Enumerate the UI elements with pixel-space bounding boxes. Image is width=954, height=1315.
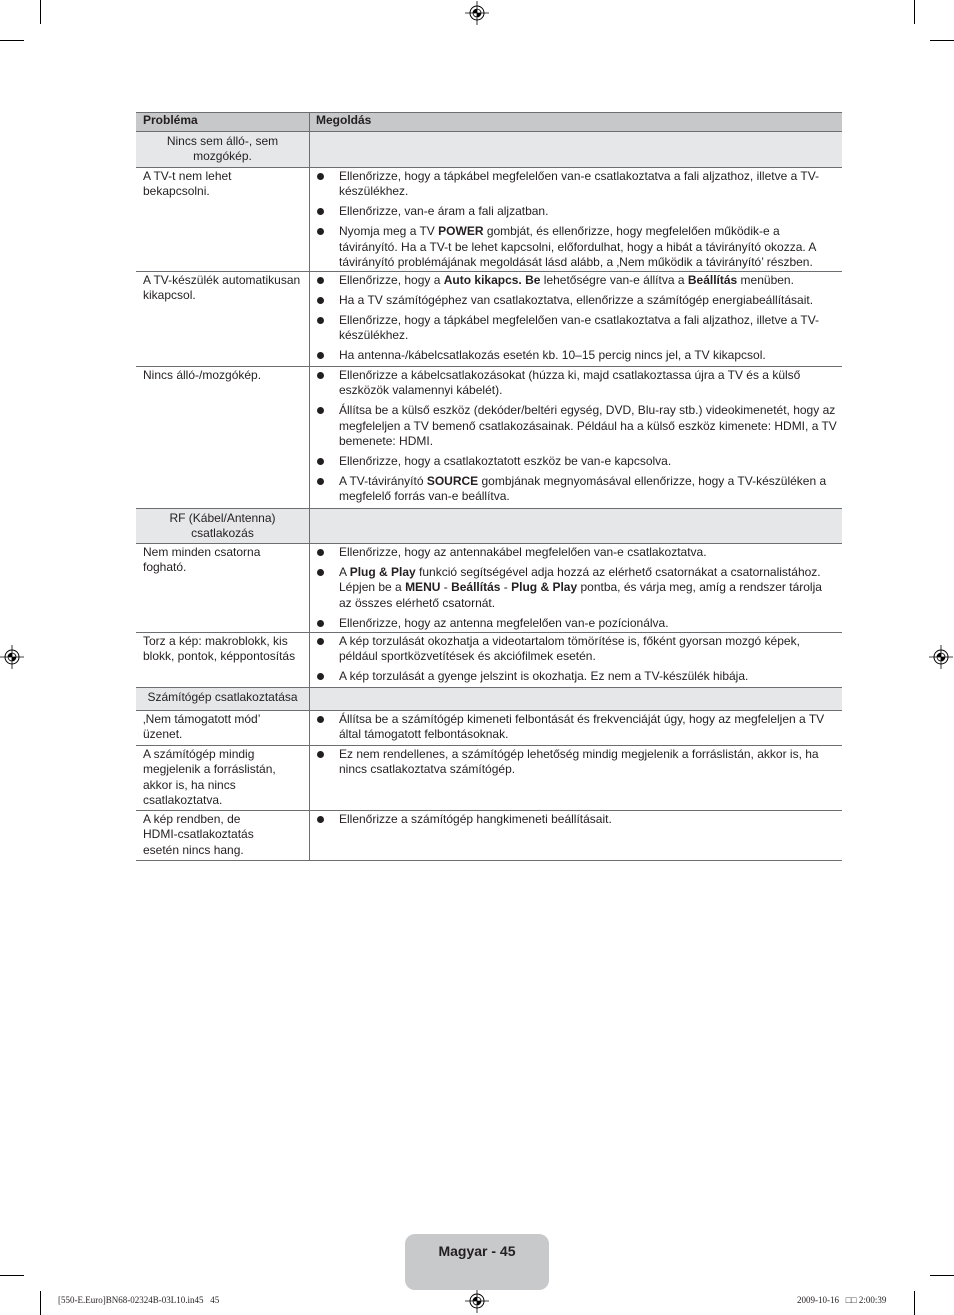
solution-text: funkció segítségével adja hozzá az elérhető csatornákat a csatornalistához. Lépjen be a <box>339 564 821 595</box>
solution-item <box>339 712 837 743</box>
section-title: Nincs sem álló-, sem mozgókép. <box>136 132 310 167</box>
solution-text: Ellenőrizze a számítógép hangkimeneti beállításait. <box>339 812 612 826</box>
crop-mark <box>0 1275 24 1276</box>
header-problem-label: Probléma <box>136 113 310 131</box>
solution-text: A kép torzulását okozhatja a videotartalom tömörítése is, főként gyorsan mozgó képek, például sportközvetítések és akciófilmek esetén. <box>339 634 800 664</box>
solution-item <box>339 224 837 270</box>
problem-text: Nem minden csatorna fogható. <box>136 544 310 632</box>
bullet-icon <box>317 478 324 485</box>
problem-text: A TV-t nem lehet bekapcsolni. <box>136 168 310 271</box>
solution-item <box>339 669 837 684</box>
registration-mark-icon <box>465 1289 489 1313</box>
solution-text: Ellenőrizze, hogy az antenna megfelelően van-e pozícionálva. <box>339 615 669 630</box>
bullet-icon <box>317 228 324 235</box>
bullet-icon <box>317 569 324 576</box>
bullet-icon <box>317 458 324 465</box>
solution-text: Ellenőrizze, hogy a <box>339 273 444 287</box>
table-row <box>136 367 842 509</box>
section-title: RF (Kábel/Antenna) csatlakozás <box>136 509 310 543</box>
bullet-icon <box>317 751 324 758</box>
solution-cell <box>310 509 842 543</box>
bold-term: SOURCE <box>426 473 479 488</box>
bullet-icon <box>317 208 324 215</box>
bold-term: Beállítás <box>451 580 501 595</box>
problem-text: A TV-készülék automatikusan kikapcsol. <box>136 272 310 366</box>
section-title: Számítógép csatlakoztatása <box>136 688 310 710</box>
solution-text: Ellenőrizze, hogy a tápkábel megfelelően van-e csatlakoztatva a fali aljzathoz, illetve a TV-készülékhez. <box>339 312 820 343</box>
crop-mark <box>40 1291 41 1315</box>
solution-item <box>339 545 837 560</box>
solution-text: gombját, és ellenőrizze, hogy megfelelően működik-e a távirányító. Ha a TV-t be lehet kapcsolni, előfordulhat, hogy a hibát a távirányító okozza. A távirányító problémájának megoldását lásd alább, a ‚Nem működik a távirányító’ részben. <box>339 224 816 269</box>
bold-term: Plug & Play <box>511 580 578 595</box>
solution-item <box>339 474 837 505</box>
bullet-icon <box>317 673 324 680</box>
section-row <box>136 509 842 544</box>
page-label: Magyar - 45 <box>438 1243 516 1259</box>
bold-term: Plug & Play <box>349 564 416 579</box>
solution-text: Ellenőrizze, van-e áram a fali aljzatban. <box>339 204 549 219</box>
problem-text: A kép rendben, de HDMI-csatlakoztatás esetén nincs hang. <box>136 811 310 860</box>
bullet-icon <box>317 716 324 723</box>
bold-term: Auto kikapcs. Be <box>443 273 541 287</box>
solution-item <box>339 273 837 288</box>
solution-item <box>339 454 837 469</box>
crop-mark <box>914 1291 915 1315</box>
solution-item <box>339 812 837 827</box>
solution-item <box>339 616 837 631</box>
solution-item <box>339 313 837 344</box>
solution-text: Ha a TV számítógéphez van csatlakoztatva, ellenőrizze a számítógép energiabeállításait. <box>339 292 814 307</box>
registration-mark-icon <box>929 645 953 669</box>
solution-cell <box>310 168 842 271</box>
crop-mark <box>930 40 954 41</box>
crop-mark <box>0 40 24 41</box>
solution-text: A <box>339 564 350 579</box>
print-timestamp: 2009-10-16 □□ 2:00:39 <box>797 1295 887 1305</box>
bullet-icon <box>317 372 324 379</box>
registration-mark-icon <box>465 1 489 25</box>
solution-text: Állítsa be a számítógép kimeneti felbontását és frekvenciáját úgy, hogy az megfeleljen a TV által támogatott felbontásoknak. <box>339 712 825 742</box>
problem-text: Nincs álló-/mozgókép. <box>136 367 310 508</box>
problem-text: A számítógép mindig megjelenik a forráslistán, akkor is, ha nincs csatlakoztatva. <box>136 746 310 810</box>
table-row <box>136 811 842 861</box>
bullet-icon <box>317 638 324 645</box>
bullet-icon <box>317 317 324 324</box>
solution-cell <box>310 132 842 167</box>
solution-cell <box>310 544 842 632</box>
bullet-icon <box>317 352 324 359</box>
bullet-icon <box>317 407 324 414</box>
solution-text: Ellenőrizze, hogy a csatlakoztatott eszköz be van-e kapcsolva. <box>339 453 672 468</box>
solution-text: Ez nem rendellenes, a számítógép lehetőség mindig megjelenik a forráslistán, akkor is, ha nincs csatlakoztatva számítógép. <box>339 747 819 777</box>
solution-text: A kép torzulását a gyenge jelszint is okozhatja. Ez nem a TV-készülék hibája. <box>339 669 749 684</box>
table-row <box>136 168 842 272</box>
section-row <box>136 132 842 168</box>
table-row <box>136 544 842 633</box>
solution-text: Ellenőrizze, hogy a tápkábel megfelelően van-e csatlakoztatva a fali aljzathoz, illetve a TV-készülékhez. <box>339 169 820 199</box>
solution-text: Ha antenna-/kábelcsatlakozás esetén kb. 10–15 percig nincs jel, a TV kikapcsol. <box>339 348 766 363</box>
solution-text: Ellenőrizze a kábelcsatlakozásokat (húzza ki, majd csatlakoztassa újra a TV és a külső eszközök valamennyi kábelét). <box>339 368 801 398</box>
solution-text: pontba, és várja meg, amíg a rendszer tárolja az összes elérhető csatornát. <box>339 580 822 610</box>
bullet-icon <box>317 816 324 823</box>
solution-cell <box>310 633 842 687</box>
crop-mark <box>930 1275 954 1276</box>
problem-text: ‚Nem támogatott mód’ üzenet. <box>136 711 310 745</box>
crop-mark <box>40 0 41 24</box>
solution-cell <box>310 711 842 745</box>
solution-item <box>339 204 837 219</box>
solution-cell <box>310 811 842 860</box>
header-solution-label: Megoldás <box>316 113 372 127</box>
solution-item <box>339 403 837 449</box>
solution-cell <box>310 367 842 508</box>
problem-text: Torz a kép: makroblokk, kis blokk, pontok, képpontosítás <box>136 633 310 687</box>
bullet-icon <box>317 549 324 556</box>
bullet-icon <box>317 277 324 284</box>
solution-text: menüben. <box>737 273 794 287</box>
table-row <box>136 711 842 746</box>
solution-item <box>339 634 837 665</box>
solution-cell <box>310 688 842 710</box>
crop-mark <box>914 0 915 24</box>
table-row <box>136 272 842 367</box>
bullet-icon <box>317 173 324 180</box>
solution-item <box>339 368 837 399</box>
solution-text: - <box>500 580 512 595</box>
table-row <box>136 746 842 811</box>
page-number-tab <box>405 1234 549 1290</box>
bold-term: POWER <box>438 224 484 239</box>
registration-mark-icon <box>0 645 24 669</box>
solution-item <box>339 747 837 778</box>
solution-cell <box>310 746 842 810</box>
bullet-icon <box>317 620 324 627</box>
solution-item <box>339 348 837 363</box>
table-row <box>136 633 842 688</box>
solution-text: Ellenőrizze, hogy az antennakábel megfelelően van-e csatlakoztatva. <box>339 545 707 559</box>
bold-term: MENU <box>405 580 441 595</box>
solution-text: lehetőségre van-e állítva a <box>540 273 688 287</box>
bullet-icon <box>317 297 324 304</box>
solution-item <box>339 169 837 200</box>
troubleshooting-table <box>136 112 842 861</box>
solution-text: - <box>440 580 452 595</box>
solution-item <box>339 565 837 611</box>
solution-text: A TV-távirányító <box>339 473 427 488</box>
solution-text: gombjának megnyomásával ellenőrizze, hogy a TV-készüléken a megfelelő forrás van-e beállítva. <box>339 473 827 504</box>
table-header-row <box>136 113 842 132</box>
bold-term: Beállítás <box>687 273 738 287</box>
solution-text: Állítsa be a külső eszköz (dekóder/beltéri egység, DVD, Blu-ray stb.) videokimenetét, hogy az megfeleljen a TV bemenő csatlakozásainak. Például ha a külső eszköz kimenete: HDMI, a TV bemenete: HDMI. <box>339 403 837 448</box>
solution-cell <box>310 272 842 366</box>
print-file-info: [550-E.Euro]BN68-02324B-03L10.in45 45 <box>58 1295 220 1305</box>
solution-item <box>339 293 837 308</box>
section-row <box>136 688 842 711</box>
solution-text: Nyomja meg a TV <box>339 224 439 239</box>
